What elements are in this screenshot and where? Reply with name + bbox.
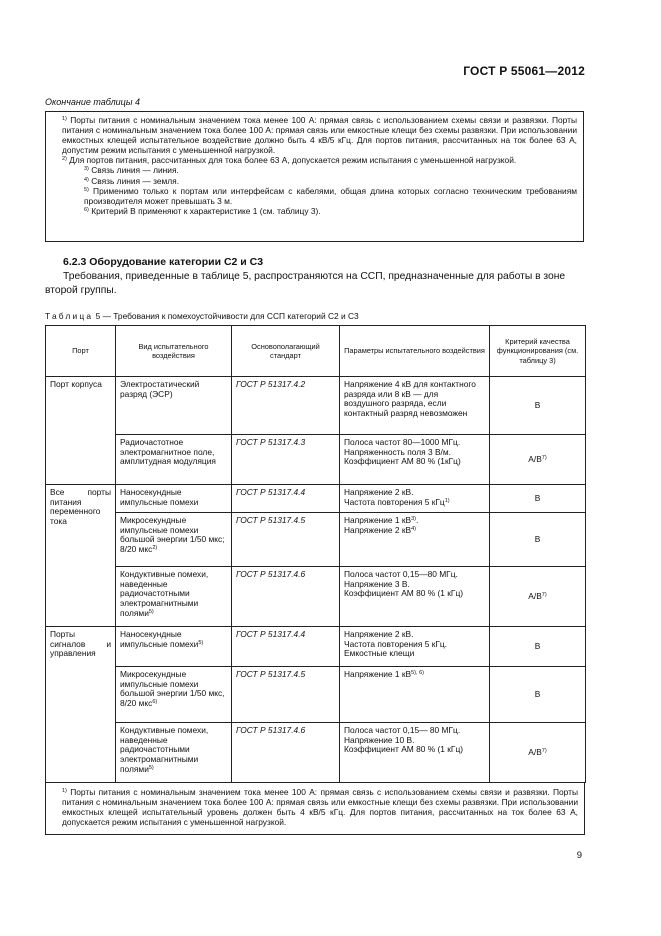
standard-cell: ГОСТ Р 51317.4.6 [232,567,340,627]
test-cell: Микросекундные импульсные помехи большой энергии 1/50 мкс, 8/20 мкс$^{6)}$ [116,667,232,723]
criterion-cell: В [490,377,586,435]
table-row [46,377,586,435]
table4-notes [45,111,584,242]
criterion-cell: В [490,627,586,667]
note-2: $^{2)}$ Для портов питания, рассчитанных для тока более 63 А, допускается режим испытания с уменьшенной нагрузкой. [62,155,517,166]
port-cell: Порты сигналов и управления [46,627,116,783]
note-4: $^{4)}$ Связь линия — земля. [84,175,180,186]
test-cell: Радиочастотное электромагнитное поле, амплитудная модуляция [116,435,232,485]
header-criterion: Критерий качества функционирования (см. таблицу 3) [490,326,586,377]
params-cell: Напряжение 4 кВ для контактного разряда или 8 кВ — для воздушного разряда, если контактный разряд невозможен [340,377,490,435]
criterion-cell: $А/В^{7)}$ [490,723,586,783]
header-standard: Основополагающий стандарт [232,326,340,377]
criterion-cell: В [490,485,586,513]
note-5: $^{5)}$ Применимо только к портам или интерфейсам с кабелями, общая длина которых согласно техническим требованиям производителя может превышать 3 м. [84,185,577,206]
standard-cell: ГОСТ Р 51317.4.5 [232,667,340,723]
header-test: Вид испытательного воздействия [116,326,232,377]
note-3: $^{3)}$ Связь линия — линия. [84,165,179,176]
table5 [45,325,586,783]
table-row [46,627,586,667]
params-cell: Полоса частот 80—1000 МГц. Напряженность поля 3 В/м. Коэффициент АМ 80 % (1кГц) [340,435,490,485]
params-cell: Полоса частот 0,15— 80 МГц. Напряжение 10 В. Коэффициент АМ 80 % (1 кГц) [340,723,490,783]
table-row [46,485,586,513]
document-code: ГОСТ Р 55061—2012 [463,64,585,78]
table5-note: $^{1)}$ Порты питания с номинальным значением тока менее 100 А: прямая связь с использованием схемы связи и развязки. Порты питания с номинальным значением тока более 100 А: прямая связь или емкостные клещи без схемы развязки. При использовании емкостных клещей испытательный уровень должен быть 4 кВ/5 кГц. Для портов питания, рассчитанных на ток более 63 А, допускается режим испытания с уменьшенной нагрузкой. [45,782,585,835]
header-params: Параметры испытательного воздействия [340,326,490,377]
table-row [46,435,586,485]
table-header-row [46,326,586,377]
standard-cell: ГОСТ Р 51317.4.6 [232,723,340,783]
table-row [46,667,586,723]
table-row [46,513,586,567]
note-6: $^{6)}$ Критерий В применяют к характеристике 1 (см. таблицу 3). [84,205,321,216]
header-port: Порт [46,326,116,377]
criterion-cell: $А/В^{7)}$ [490,435,586,485]
table-row [46,567,586,627]
section-heading: 6.2.3 Оборудование категории С2 и С3 [63,256,264,268]
page-number: 9 [576,850,582,861]
table5-caption: Таблица 5 — Требования к помехоустойчивости для ССП категорий С2 и С3 [45,311,359,321]
test-cell: Микросекундные импульсные помехи большой энергии 1/50 мкс; 8/20 мкс$^{2)}$ [116,513,232,567]
section-text: Требования, приведенные в таблице 5, распространяются на ССП, предназначенные для работы в зоне второй группы. [45,271,566,296]
test-cell: Электростатический разряд (ЭСР) [116,377,232,435]
params-cell: Полоса частот 0,15—80 МГц. Напряжение 3 В. Коэффициент АМ 80 % (1 кГц) [340,567,490,627]
standard-cell: ГОСТ Р 51317.4.4 [232,485,340,513]
port-cell: Все порты питания переменного тока [46,485,116,627]
criterion-cell: $А/В^{7)}$ [490,567,586,627]
params-cell: Напряжение 1 $кВ^{5), 6)}$ [340,667,490,723]
test-cell: Кондуктивные помехи, наведенные радиочастотными электромагнитными полями$^{5)}$ [116,567,232,627]
standard-cell: ГОСТ Р 51317.4.4 [232,627,340,667]
standard-cell: ГОСТ Р 51317.4.5 [232,513,340,567]
port-cell: Порт корпуса [46,377,116,485]
table-continuation-title: Окончание таблицы 4 [45,97,140,107]
params-cell: Напряжение 2 кВ. Частота повторения 5 кГц. Емкостные клещи [340,627,490,667]
note-1: $^{1)}$ Порты питания с номинальным значением тока менее 100 А: прямая связь с использованием схемы связи и развязки. Порты питания с номинальным значением тока более 100 А: прямая связь или емкостные клещи без схемы развязки. При использовании емкостных клещей испытательное воздействие должно быть 4 кВ/5 кГц. Для портов питания, рассчитанных на ток более 63 А, допустим режим испытания с уменьшенной нагрузкой. [62,115,578,156]
criterion-cell: В [490,513,586,567]
test-cell: Наносекундные импульсные помехи [116,485,232,513]
test-cell: Наносекундные импульсные помехи$^{5)}$ [116,627,232,667]
standard-cell: ГОСТ Р 51317.4.2 [232,377,340,435]
table-row [46,723,586,783]
criterion-cell: В [490,667,586,723]
params-cell: Напряжение 1 $кВ^{3)}$. Напряжение 2 $кВ^{4)}$ [340,513,490,567]
params-cell: Напряжение 2 кВ. Частота повторения 5 кГц$^{1)}$ [340,485,490,513]
test-cell: Кондуктивные помехи, наведенные радиочастотными электромагнитными полями$^{5)}$ [116,723,232,783]
standard-cell: ГОСТ Р 51317.4.3 [232,435,340,485]
